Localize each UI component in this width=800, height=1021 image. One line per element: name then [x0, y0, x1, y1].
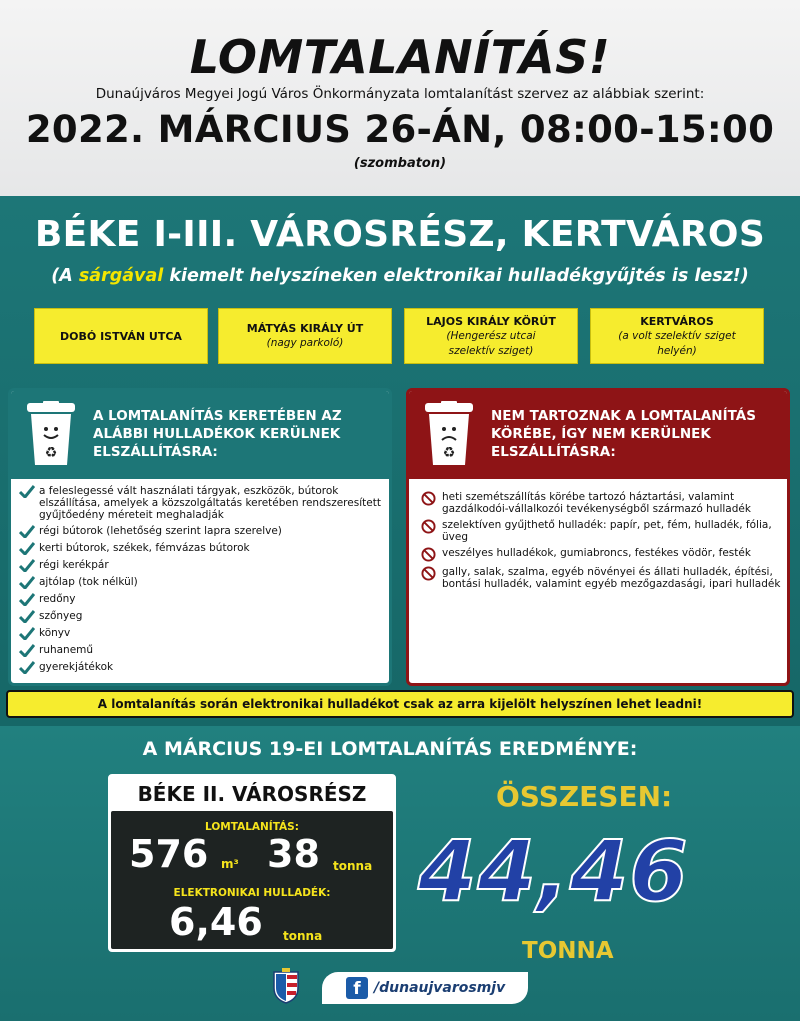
- district-name: BÉKE II. VÁROSRÉSZ: [137, 782, 367, 806]
- list-item: [11, 627, 389, 640]
- list-item: [11, 559, 389, 572]
- happy-bin-icon: [25, 401, 77, 467]
- check-icon: [19, 593, 35, 606]
- check-icon: [19, 525, 35, 538]
- list-item: [11, 644, 389, 657]
- city-crest-icon: [272, 968, 300, 1004]
- list-item: [11, 525, 389, 538]
- district-stats: [111, 811, 393, 949]
- item-text: redőny: [39, 593, 76, 605]
- item-text: gyerekjátékok: [39, 661, 114, 673]
- item-text: szelektíven gyűjthető hulladék: papír, pet, fém, hulladék, fólia, üveg: [442, 519, 772, 543]
- accepted-list: [11, 485, 389, 683]
- total-value: 44,46: [418, 822, 689, 920]
- item-text: heti szemétszállítás körébe tartozó háztartási, valamint gazdálkodói-vállalkozói tevékenységből származó hulladék: [442, 491, 751, 515]
- location-matyas: [218, 308, 392, 364]
- page-title: LOMTALANÍTÁS!: [189, 30, 611, 84]
- subtitle: Dunaújváros Megyei Jogú Város Önkormányzata lomtalanítást szervez az alábbiak szerint:: [95, 86, 705, 102]
- electronic-value: 6,46: [169, 900, 263, 944]
- rejected-panel: [406, 388, 790, 686]
- location-kertvaros: [590, 308, 764, 364]
- results-title: A MÁRCIUS 19-EI LOMTALANÍTÁS EREDMÉNYE:: [142, 738, 638, 760]
- location-name: LAJOS KIRÁLY KÖRÚT: [426, 314, 556, 328]
- volume-unit: m³: [221, 857, 239, 871]
- event-day: (szombaton): [353, 156, 447, 171]
- item-text: régi kerékpár: [39, 559, 109, 571]
- area-title: BÉKE I-III. VÁROSRÉSZ, KERTVÁROS: [34, 214, 766, 255]
- check-icon: [19, 542, 35, 555]
- check-icon: [19, 485, 35, 498]
- list-item: [11, 485, 389, 521]
- total-unit: TONNA: [522, 938, 614, 964]
- weight-value: 38: [267, 832, 320, 876]
- list-item: [11, 542, 389, 555]
- sad-bin-icon: [423, 401, 475, 467]
- accepted-panel: [8, 388, 392, 686]
- item-text: veszélyes hulladékok, gumiabroncs, festékes vödör, festék: [442, 547, 751, 559]
- location-name: DOBÓ ISTVÁN UTCA: [60, 329, 182, 343]
- list-item: [11, 576, 389, 589]
- event-date: 2022. MÁRCIUS 26-ÁN, 08:00-15:00: [25, 108, 775, 151]
- total-label: ÖSSZESEN:: [496, 780, 673, 813]
- location-dobo: [34, 308, 208, 364]
- location-name: KERTVÁROS: [640, 314, 714, 328]
- location-detail: (a volt szelektív sziget helyén): [618, 329, 736, 357]
- location-detail: (Hengerész utcai szelektív sziget): [446, 329, 536, 357]
- accepted-header: [11, 391, 389, 479]
- prohibited-icon: [421, 519, 436, 534]
- check-icon: [19, 576, 35, 589]
- weight-unit: tonna: [333, 859, 373, 873]
- item-text: ruhanemű: [39, 644, 94, 656]
- prohibited-icon: [421, 547, 436, 562]
- check-icon: [19, 661, 35, 674]
- volume-value: 576: [129, 832, 209, 876]
- lomtalanitas-label: LOMTALANÍTÁS:: [205, 821, 299, 833]
- svg-text:♻: ♻: [44, 445, 58, 461]
- item-text: kerti bútorok, székek, fémvázas bútorok: [39, 542, 250, 554]
- svg-text:♻: ♻: [442, 445, 456, 461]
- item-text: szőnyeg: [39, 610, 83, 622]
- list-item: [409, 566, 787, 590]
- rejected-heading: NEM TARTOZNAK A LOMTALANÍTÁS KÖRÉBE, ÍGY NEM KERÜLNEK ELSZÁLLÍTÁSRA:: [491, 408, 756, 460]
- note-text-post: kiemelt helyszíneken elektronikai hulladékgyűjtés is lesz!): [163, 266, 749, 286]
- prohibited-icon: [421, 491, 436, 506]
- rejected-header: [409, 391, 787, 479]
- list-item: [409, 519, 787, 543]
- item-text: gally, salak, szalma, egyéb növényei és állati hulladék, építési, bontási hulladék, valamint egyéb mezőgazdasági, ipari hulladék: [442, 566, 781, 590]
- facebook-icon: f: [346, 977, 368, 999]
- check-icon: [19, 559, 35, 572]
- list-item: [11, 610, 389, 623]
- check-icon: [19, 627, 35, 640]
- rejected-list: [409, 491, 787, 683]
- note-highlight: sárgával: [78, 266, 164, 286]
- check-icon: [19, 610, 35, 623]
- list-item: [11, 593, 389, 606]
- header: [0, 0, 800, 196]
- list-item: [409, 547, 787, 562]
- item-text: könyv: [39, 627, 71, 639]
- area-note: [0, 266, 800, 286]
- district-card: [108, 774, 396, 952]
- item-text: a feleslegessé vált használati tárgyak, eszközök, bútorok elszállítása, amelyek a közszolgáltatás keretében rendszeresített gyűjtőedény méreteit meghaladják: [39, 485, 381, 521]
- location-detail: (nagy parkoló): [266, 337, 344, 349]
- electronic-label: ELEKTRONIKAI HULLADÉK:: [173, 887, 331, 899]
- list-item: [409, 491, 787, 515]
- item-text: régi bútorok (lehetőség szerint lapra szerelve): [39, 525, 282, 537]
- electronic-unit: tonna: [283, 929, 323, 943]
- accepted-heading: A LOMTALANÍTÁS KERETÉBEN AZ ALÁBBI HULLADÉKOK KERÜLNEK ELSZÁLLÍTÁSRA:: [93, 408, 342, 460]
- location-name: MÁTYÁS KIRÁLY ÚT: [246, 322, 364, 335]
- notice-banner: A lomtalanítás során elektronikai hulladékot csak az arra kijelölt helyszínen lehet leadni!: [6, 690, 794, 718]
- facebook-handle: /dunaujvarosmjv: [374, 980, 506, 996]
- check-icon: [19, 644, 35, 657]
- note-text-pre: (A: [51, 266, 79, 286]
- facebook-link[interactable]: [322, 972, 528, 1004]
- location-lajos: [404, 308, 578, 364]
- prohibited-icon: [421, 566, 436, 581]
- item-text: ajtólap (tok nélkül): [39, 576, 138, 588]
- list-item: [11, 661, 389, 674]
